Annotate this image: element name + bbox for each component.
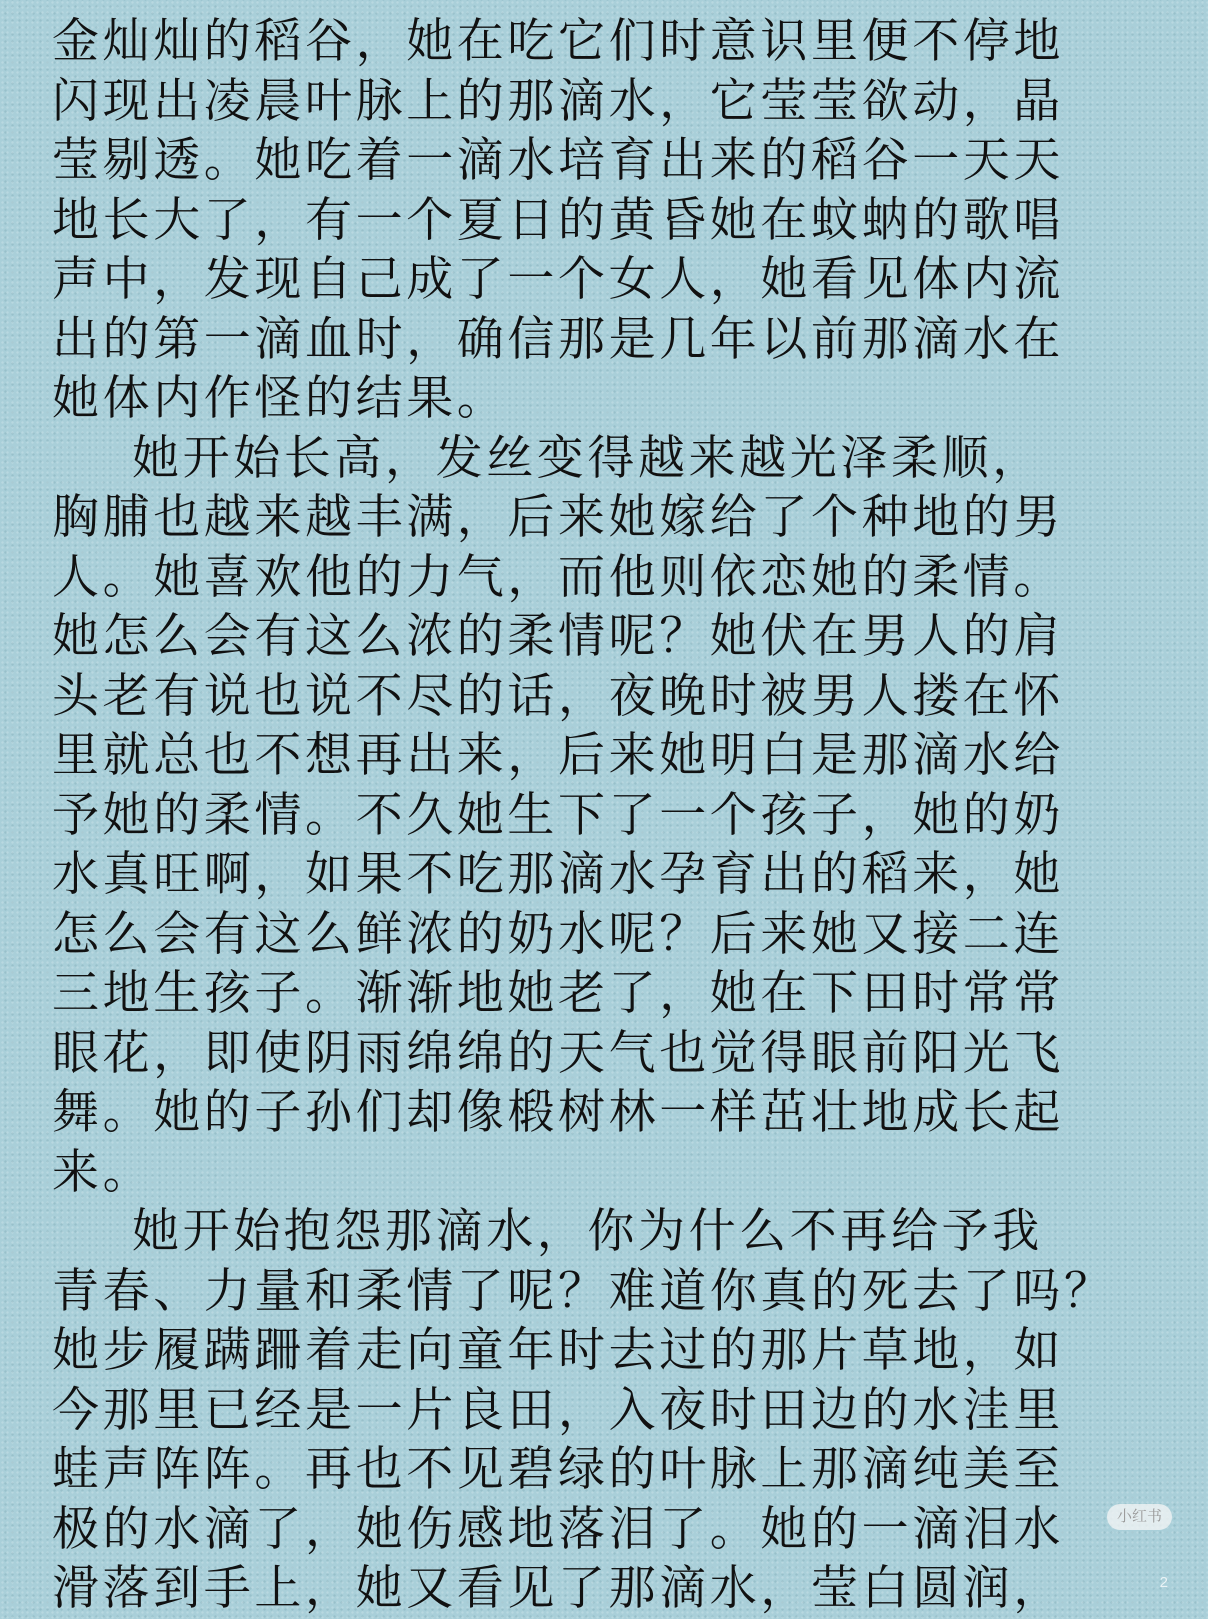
text-line: 三地生孩子。渐渐地她老了，她在下田时常常 bbox=[52, 966, 1064, 1021]
text-line: 今那里已经是一片良田，入夜时田边的水洼里 bbox=[52, 1382, 1064, 1438]
text-line: 舞。她的子孙们却像椴树林一样茁壮地成长起 bbox=[52, 1085, 1064, 1140]
text-line: 蛙声阵阵。再也不见碧绿的叶脉上那滴纯美至 bbox=[52, 1442, 1064, 1497]
document-body bbox=[52, 12, 1172, 1619]
text-line: 来。 bbox=[52, 1144, 154, 1200]
text-line: 胸脯也越来越丰满，后来她嫁给了个种地的男 bbox=[52, 490, 1064, 545]
text-line: 她步履蹒跚着走向童年时去过的那片草地，如 bbox=[52, 1323, 1064, 1378]
text-line: 闪现出凌晨叶脉上的那滴水，它莹莹欲动，晶 bbox=[52, 73, 1064, 129]
text-line: 里就总也不想再出来，后来她明白是那滴水给 bbox=[52, 728, 1064, 783]
text-line: 青春、力量和柔情了呢？难道你真的死去了吗？ bbox=[52, 1263, 1115, 1319]
text-line: 出的第一滴血时，确信那是几年以前那滴水在 bbox=[52, 311, 1064, 367]
text-line: 人。她喜欢他的力气，而他则依恋她的柔情。 bbox=[52, 549, 1064, 605]
paragraph-start-line: 她开始长高，发丝变得越来越光泽柔顺， bbox=[132, 430, 1043, 486]
page-number: 2 bbox=[1159, 1574, 1168, 1591]
text-line: 水真旺啊，如果不吃那滴水孕育出的稻来，她 bbox=[52, 847, 1064, 902]
text-line: 眼花，即使阴雨绵绵的天气也觉得眼前阳光飞 bbox=[52, 1025, 1064, 1081]
text-line: 金灿灿的稻谷，她在吃它们时意识里便不停地 bbox=[52, 14, 1064, 69]
text-line: 她怎么会有这么浓的柔情呢？她伏在男人的肩 bbox=[52, 609, 1064, 664]
paragraph-start-line: 她开始抱怨那滴水，你为什么不再给予我 bbox=[132, 1204, 1043, 1259]
text-line: 地长大了，有一个夏日的黄昏她在蚊蚋的歌唱 bbox=[52, 192, 1064, 248]
text-line: 她体内作怪的结果。 bbox=[52, 371, 508, 426]
text-line: 头老有说也说不尽的话，夜晚时被男人搂在怀 bbox=[52, 668, 1064, 724]
xiaohongshu-watermark: 小红书 bbox=[1107, 1504, 1172, 1530]
text-line: 莹剔透。她吃着一滴水培育出来的稻谷一天天 bbox=[52, 133, 1064, 188]
text-line: 极的水滴了，她伤感地落泪了。她的一滴泪水 bbox=[52, 1501, 1064, 1557]
text-line: 滑落到手上，她又看见了那滴水，莹白圆润， bbox=[52, 1561, 1064, 1616]
text-line: 怎么会有这么鲜浓的奶水呢？后来她又接二连 bbox=[52, 906, 1064, 962]
text-line: 声中，发现自己成了一个女人，她看见体内流 bbox=[52, 252, 1064, 307]
text-line: 予她的柔情。不久她生下了一个孩子，她的奶 bbox=[52, 787, 1064, 843]
